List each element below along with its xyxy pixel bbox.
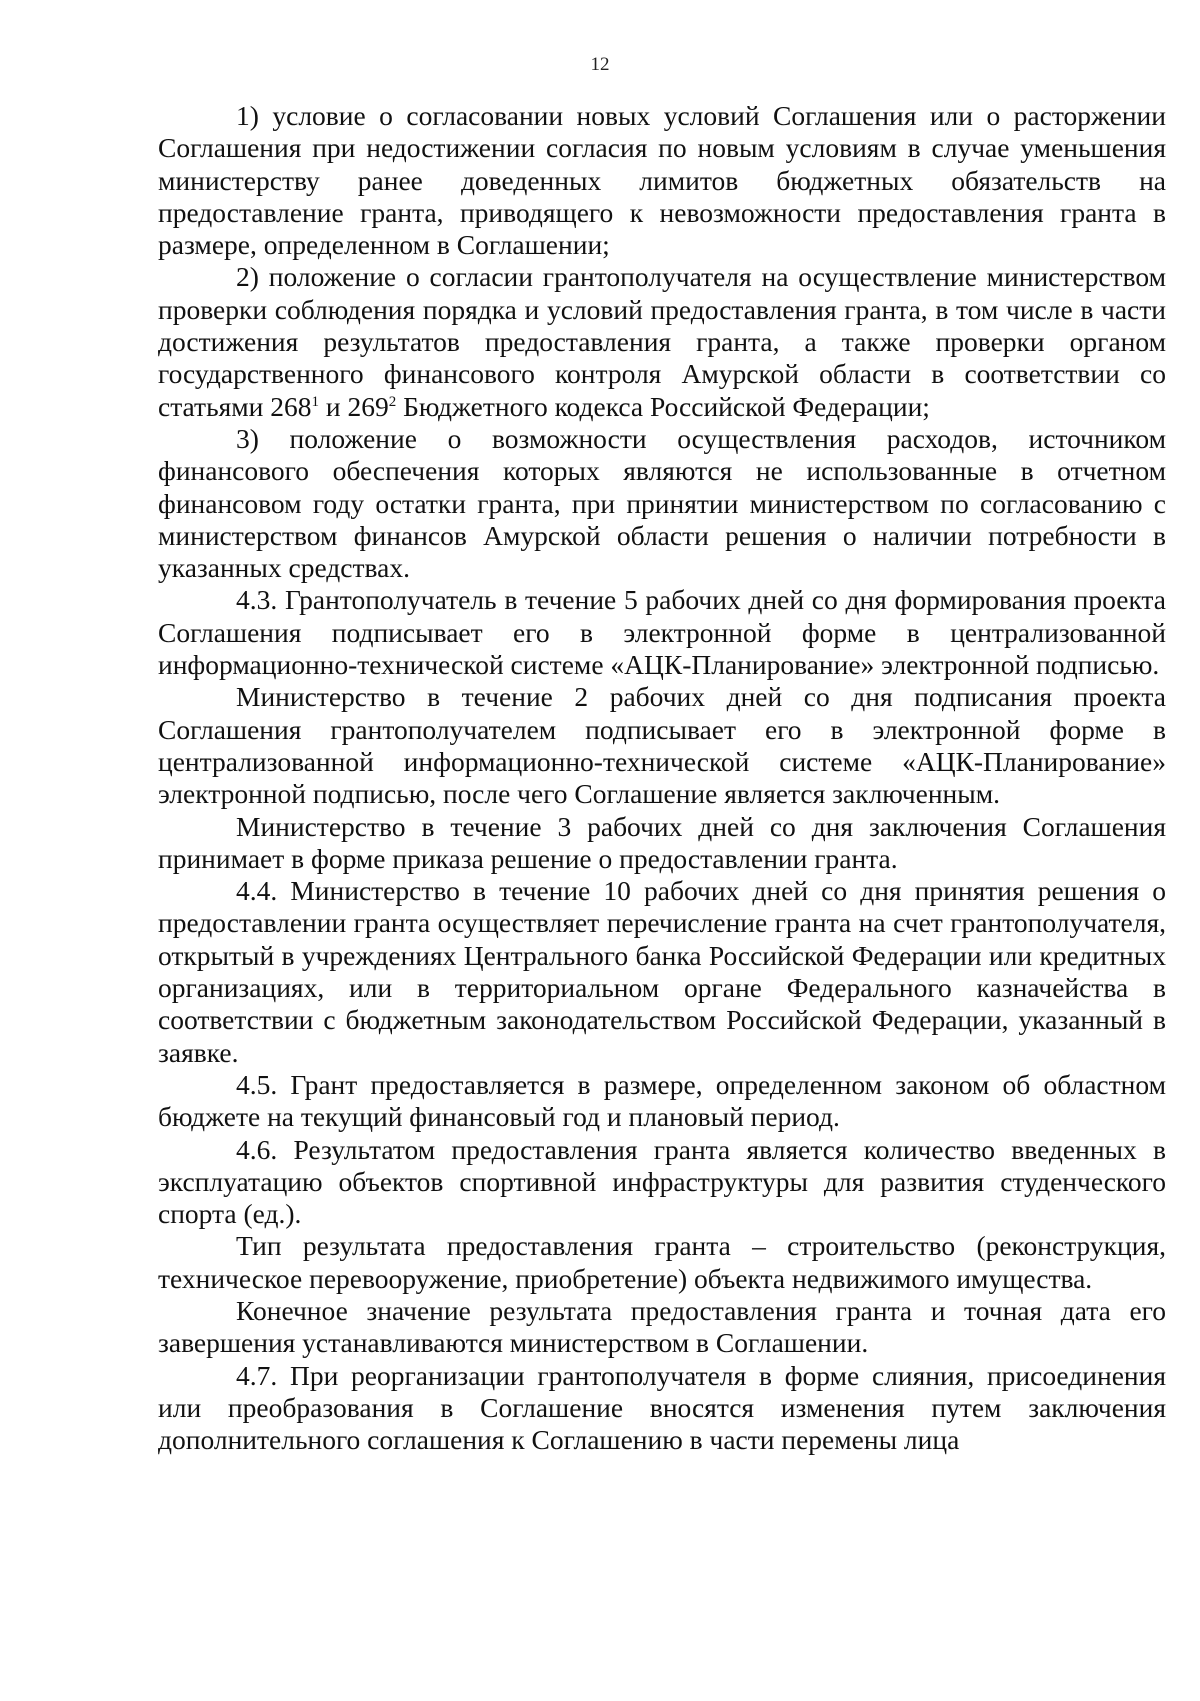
paragraph-4-5: 4.5. Грант предоставляется в размере, определенном законом об областном бюджете на текущий финансовый год и плановый период. (158, 1068, 1166, 1133)
paragraph-text: Бюджетного кодекса Российской Федерации; (396, 390, 930, 422)
page-number: 12 (590, 54, 610, 75)
paragraph-4-3: 4.3. Грантополучатель в течение 5 рабочих дней со дня формирования проекта Соглашения подписывает его в электронной форме в централизованной информационно-технической системе «АЦК-Планирование» электронной подписью. (158, 584, 1166, 681)
document-body (158, 100, 1166, 1456)
superscript: 2 (388, 393, 397, 410)
paragraph-result-type: Тип результата предоставления гранта – строительство (реконструкция, техническое перевооружение, приобретение) объекта недвижимого имущества. (158, 1230, 1166, 1294)
paragraph-text: 2) положение о согласии грантополучателя на осуществление министерством проверки соблюдения порядка и условий предоставления гранта, в том числе в части достижения результатов предоставления гранта, а также проверки органом государственного финансового контроля Амурской области в соответствии со статьями 268 (158, 261, 1166, 422)
paragraph-condition-1: 1) условие о согласовании новых условий Соглашения или о расторжении Соглашения при недостижении согласия по новым условиям в случае уменьшения министерству ранее доведенных лимитов бюджетных обязательств на предоставление гранта, приводящего к невозможности предоставления гранта в размере, определенном в Соглашении; (158, 100, 1166, 261)
paragraph-4-7: 4.7. При реорганизации грантополучателя в форме слияния, присоединения или преобразования в Соглашение вносятся изменения путем заключения дополнительного соглашения к Соглашению в части перемены лица (158, 1359, 1166, 1456)
paragraph-ministry-signing: Министерство в течение 2 рабочих дней со дня подписания проекта Соглашения грантополучателем подписывает его в электронной форме в централизованной информационно-технической системе «АЦК-Планирование» электронной подписью, после чего Соглашение является заключенным. (158, 681, 1166, 810)
paragraph-ministry-decision: Министерство в течение 3 рабочих дней со дня заключения Соглашения принимает в форме приказа решение о предоставлении гранта. (158, 810, 1166, 874)
paragraph-condition-2 (158, 261, 1166, 422)
superscript: 1 (311, 393, 320, 410)
paragraph-final-value: Конечное значение результата предоставления гранта и точная дата его завершения устанавливаются министерством в Соглашении. (158, 1294, 1166, 1359)
paragraph-text: и 269 (319, 390, 389, 422)
paragraph-4-6: 4.6. Результатом предоставления гранта является количество введенных в эксплуатацию объектов спортивной инфраструктуры для развития студенческого спорта (ед.). (158, 1133, 1166, 1230)
paragraph-condition-3: 3) положение о возможности осуществления расходов, источником финансового обеспечения которых являются не использованные в отчетном финансовом году остатки гранта, при принятии министерством по согласованию с министерством финансов Амурской области решения о наличии потребности в указанных средствах. (158, 422, 1166, 584)
paragraph-4-4: 4.4. Министерство в течение 10 рабочих дней со дня принятия решения о предоставлении гранта осуществляет перечисление гранта на счет грантополучателя, открытый в учреждениях Центрального банка Российской Федерации или кредитных организациях, или в территориальном органе Федерального казначейства в соответствии с бюджетным законодательством Российской Федерации, указанный в заявке. (158, 875, 1166, 1068)
